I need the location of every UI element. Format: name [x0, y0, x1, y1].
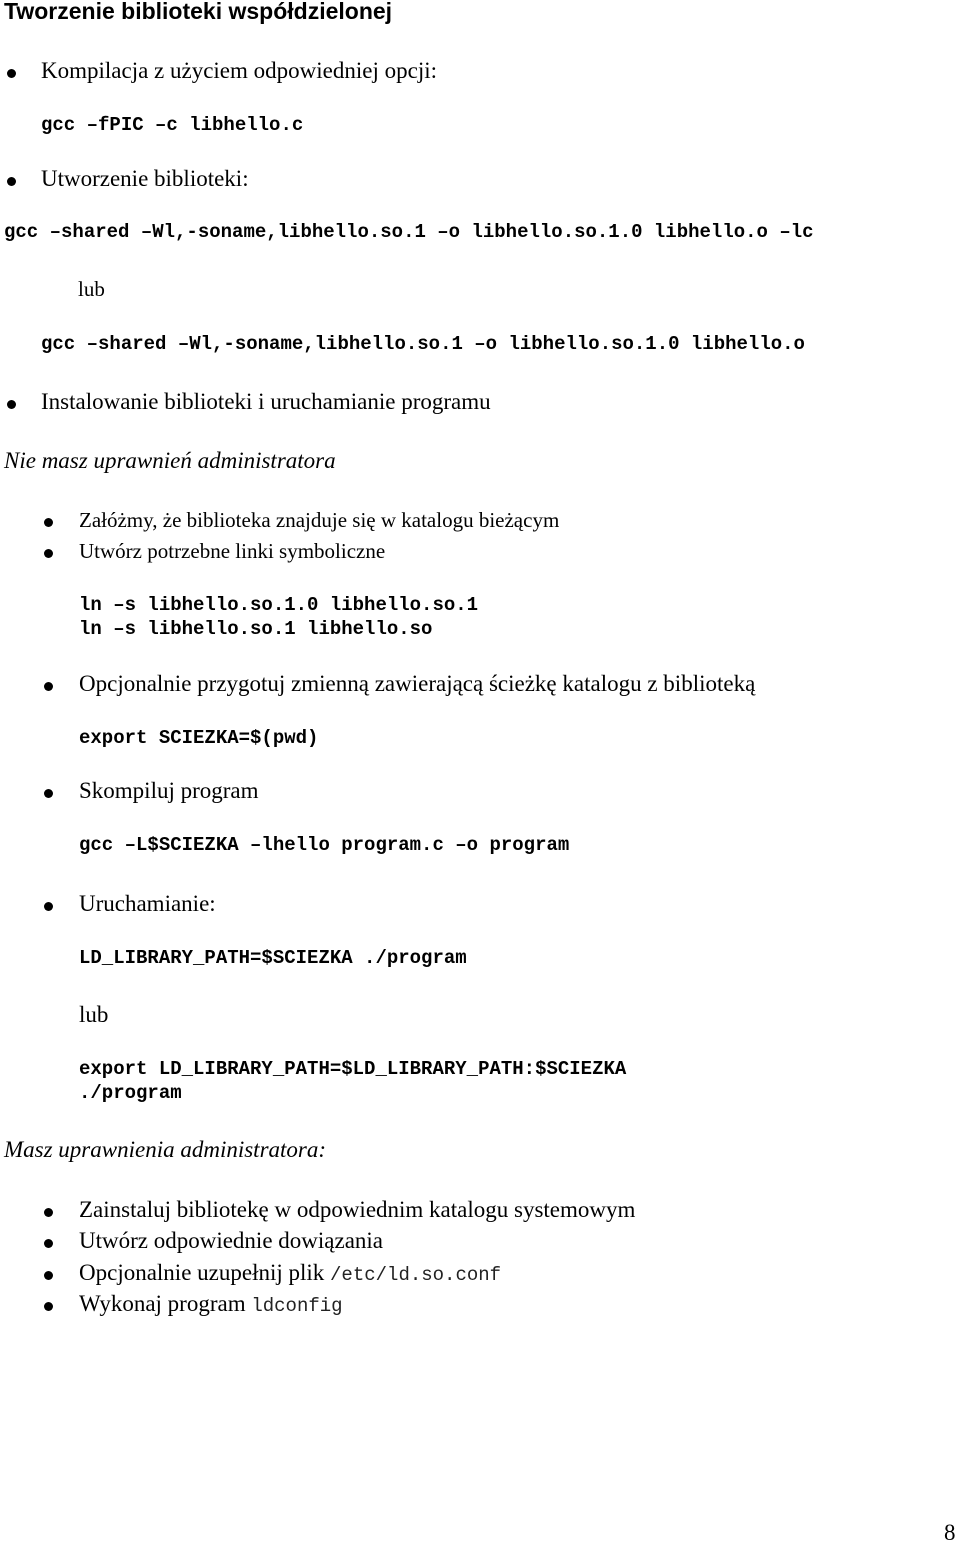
- bullet-icon: [7, 177, 16, 186]
- bullet-icon: [7, 400, 16, 409]
- run-command-2b: ./program: [79, 1082, 182, 1104]
- admin-heading: Masz uprawnienia administratora:: [4, 1137, 327, 1162]
- admin-item-2: Utwórz odpowiednie dowiązania: [79, 1228, 384, 1253]
- admin-item-3: [79, 1260, 501, 1286]
- ln-command-2: ln –s libhello.so.1 libhello.so: [79, 618, 433, 640]
- bullet-icon: [44, 682, 53, 691]
- bullet-icon: [44, 789, 53, 798]
- bullet-icon: [44, 1208, 53, 1217]
- bullet-icon: [44, 1239, 53, 1248]
- bullet-icon: [44, 549, 53, 558]
- ln-command-1: ln –s libhello.so.1.0 libhello.so.1: [79, 594, 479, 616]
- no-admin-item-1: Załóżmy, że biblioteka znajduje się w katalogu bieżącym: [79, 508, 560, 532]
- bullet-icon: [44, 902, 53, 911]
- admin-item-3-text: Opcjonalnie uzupełnij plik: [79, 1260, 331, 1285]
- no-admin-item-4: Skompiluj program: [79, 778, 259, 803]
- bullet-icon: [44, 1271, 53, 1280]
- create-label: Utworzenie biblioteki:: [41, 166, 249, 191]
- compile-label: Kompilacja z użyciem odpowiedniej opcji:: [41, 58, 437, 83]
- no-admin-item-5: Uruchamianie:: [79, 891, 216, 916]
- export-command: export SCIEZKA=$(pwd): [79, 727, 319, 749]
- lub-text: lub: [78, 277, 105, 301]
- bullet-icon: [44, 1302, 53, 1311]
- create-command-1: gcc –shared –Wl,-soname,libhello.so.1 –o libhello.so.1.0 libhello.o –lc: [4, 221, 814, 243]
- run-command-1: LD_LIBRARY_PATH=$SCIEZKA ./program: [79, 947, 467, 969]
- no-admin-item-2: Utwórz potrzebne linki symboliczne: [79, 539, 386, 563]
- ldconfig-command: ldconfig: [251, 1295, 343, 1317]
- ld-so-conf-path: /etc/ld.so.conf: [330, 1264, 502, 1286]
- admin-item-4-text: Wykonaj program: [79, 1291, 252, 1316]
- page-title: Tworzenie biblioteki współdzielonej: [4, 0, 393, 24]
- compile-command: gcc –fPIC –c libhello.c: [41, 114, 304, 136]
- bullet-icon: [7, 69, 16, 78]
- create-command-2: gcc –shared –Wl,-soname,libhello.so.1 –o libhello.so.1.0 libhello.o: [41, 333, 805, 355]
- lub-text-2: lub: [79, 1002, 109, 1027]
- admin-item-1: Zainstaluj bibliotekę w odpowiednim katalogu systemowym: [79, 1197, 636, 1222]
- admin-item-4: [79, 1291, 343, 1317]
- bullet-icon: [44, 518, 53, 527]
- page-number: 8: [944, 1520, 956, 1545]
- gcc-command: gcc –L$SCIEZKA –lhello program.c –o program: [79, 834, 570, 856]
- run-command-2a: export LD_LIBRARY_PATH=$LD_LIBRARY_PATH:$SCIEZKA: [79, 1058, 627, 1080]
- install-label: Instalowanie biblioteki i uruchamianie programu: [41, 389, 491, 414]
- no-admin-heading: Nie masz uprawnień administratora: [4, 448, 336, 473]
- no-admin-item-3: Opcjonalnie przygotuj zmienną zawierającą ścieżkę katalogu z biblioteką: [79, 671, 756, 696]
